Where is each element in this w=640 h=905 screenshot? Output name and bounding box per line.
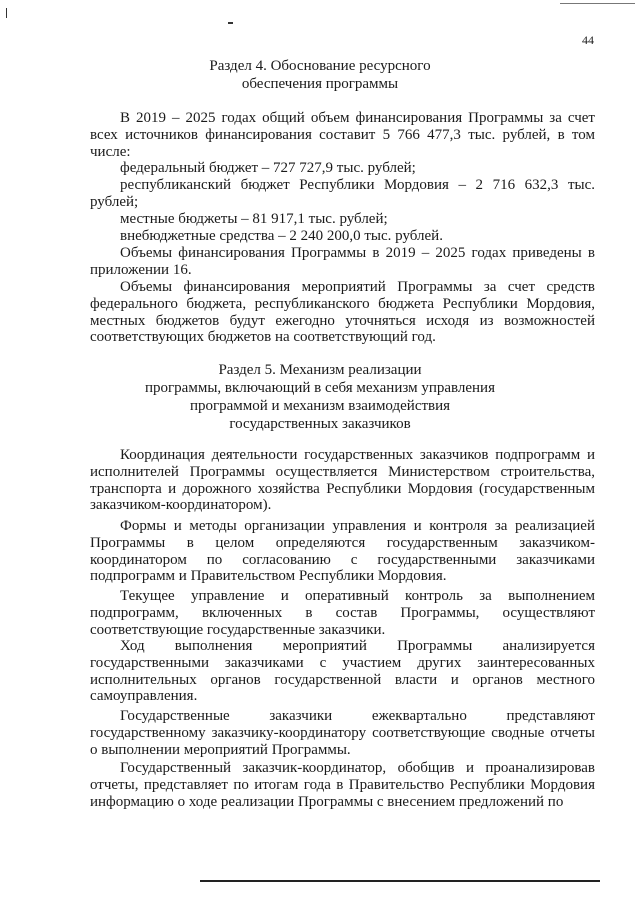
funding-republican: республиканский бюджет Республики Мордовия – 2 716 632,3 тыс. рублей;: [90, 177, 595, 210]
scan-mark-top: [228, 22, 233, 24]
funding-federal: федеральный бюджет – 727 727,9 тыс. рублей;: [120, 160, 416, 176]
section5-paragraph-3: Текущее управление и оперативный контроль за выполнением подпрограмм, включенных в состав Программы, осуществляют соответствующие государственные заказчики.: [90, 588, 595, 638]
section5-title-line4: государственных заказчиков: [229, 416, 411, 432]
scan-mark-right: [560, 3, 635, 4]
section5-title-line3: программой и механизм взаимодействия: [189, 398, 451, 414]
section5-paragraph-6: Государственный заказчик-координатор, обобщив и проанализировав отчеты, представляет по итогам года в Правительство Республики Мордовия информацию о ходе реализации Программы с внесением предложений по: [90, 760, 595, 810]
section5-paragraph-2: Формы и методы организации управления и контроля за реализацией Программы в целом определяются государственным заказчиком-координатором по согласованию с государственными заказчиками подпрограмм и Правительством Республики Мордовия.: [90, 518, 595, 585]
section4-intro: В 2019 – 2025 годах общий объем финансирования Программы за счет всех источников финансирования составит 5 766 477,3 тыс. рублей, в том числе:: [90, 110, 595, 160]
section5-title-line1: Раздел 5. Механизм реализации: [218, 362, 422, 378]
funding-extra: внебюджетные средства – 2 240 200,0 тыс. рублей.: [120, 228, 443, 244]
section4-title-line1: Раздел 4. Обоснование ресурсного: [209, 58, 431, 74]
section4-title-line2: обеспечения программы: [241, 76, 399, 92]
scan-mark-left: [6, 8, 7, 18]
section5-paragraph-5: Государственные заказчики ежеквартально представляют государственному заказчику-координатору соответствующие сводные отчеты о выполнении мероприятий Программы.: [90, 708, 595, 758]
page-number: 44: [582, 33, 594, 47]
section5-paragraph-4: Ход выполнения мероприятий Программы анализируется государственными заказчиками с участием других заинтересованных исполнительных органов государственной власти и органов местного самоуправления.: [90, 638, 595, 705]
bottom-rule: [200, 880, 600, 882]
annual-note: Объемы финансирования мероприятий Программы за счет средств федерального бюджета, республиканского бюджета Республики Мордовия, местных бюджетов будут ежегодно уточняться исходя из возможностей соответствующих бюджетов на соответствующий год.: [90, 279, 595, 346]
appendix-note: Объемы финансирования Программы в 2019 – 2025 годах приведены в приложении 16.: [90, 245, 595, 278]
funding-local: местные бюджеты – 81 917,1 тыс. рублей;: [120, 211, 388, 227]
section5-paragraph-1: Координация деятельности государственных заказчиков подпрограмм и исполнителей Программы осуществляется Министерством строительства, транспорта и дорожного хозяйства Республики Мордовия (государственным заказчиком-координатором).: [90, 447, 595, 514]
section5-title-line2: программы, включающий в себя механизм управления: [145, 380, 495, 396]
